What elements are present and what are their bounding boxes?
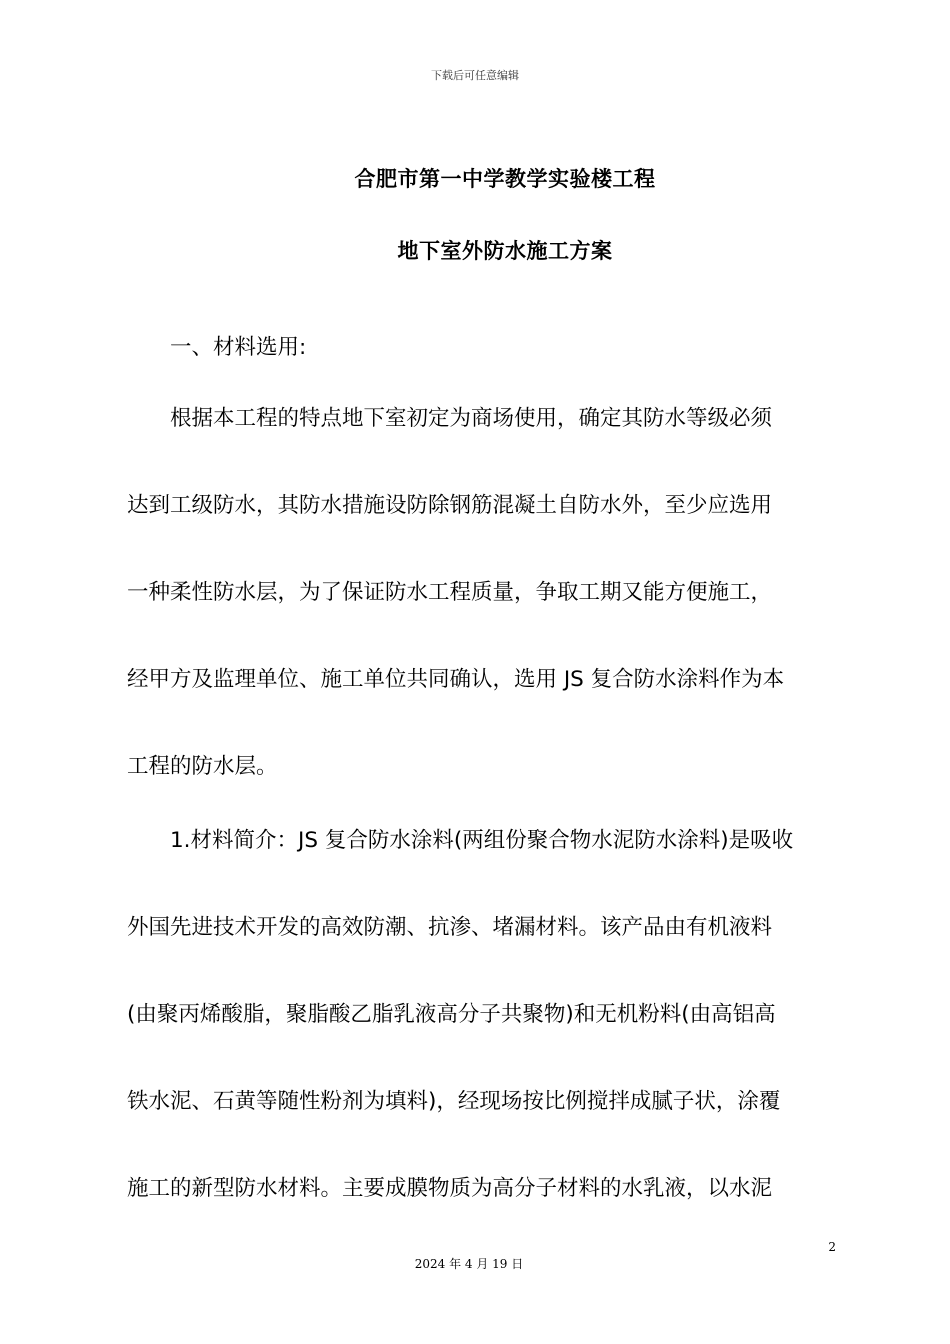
paragraph-line: 1.材料简介：JS 复合防水涂料(两组份聚合物水泥防水涂料)是吸收 [170, 828, 794, 853]
paragraph-line: (由聚丙烯酸脂，聚脂酸乙脂乳液高分子共聚物)和无机粉料(由高铝高 [127, 1002, 776, 1027]
section-heading: 一、材料选用: [170, 335, 307, 360]
paragraph-line: 根据本工程的特点地下室初定为商场使用，确定其防水等级必须 [170, 406, 773, 431]
header-note: 下载后可任意编辑 [431, 69, 519, 82]
paragraph-line: 达到工级防水，其防水措施设防除钢筋混凝土自防水外，至少应选用 [127, 493, 773, 518]
paragraph-line: 工程的防水层。 [127, 754, 278, 779]
document-subtitle: 地下室外防水施工方案 [397, 239, 613, 263]
paragraph-line: 外国先进技术开发的高效防潮、抗渗、堵漏材料。该产品由有机液料 [127, 915, 773, 940]
paragraph-line: 一种柔性防水层，为了保证防水工程质量，争取工期又能方便施工， [127, 580, 773, 605]
paragraph-line: 铁水泥、石黄等随性粉剂为填料)，经现场按比例搅拌成腻子状，涂覆 [127, 1089, 781, 1114]
page-number: 2 [828, 1240, 836, 1254]
footer-date: 2024 年 4 月 19 日 [414, 1257, 524, 1271]
paragraph-line: 经甲方及监理单位、施工单位共同确认，选用 JS 复合防水涂料作为本 [127, 667, 785, 692]
paragraph-line: 施工的新型防水材料。主要成膜物质为高分子材料的水乳液，以水泥 [127, 1176, 773, 1201]
document-title: 合肥市第一中学教学实验楼工程 [354, 167, 656, 191]
